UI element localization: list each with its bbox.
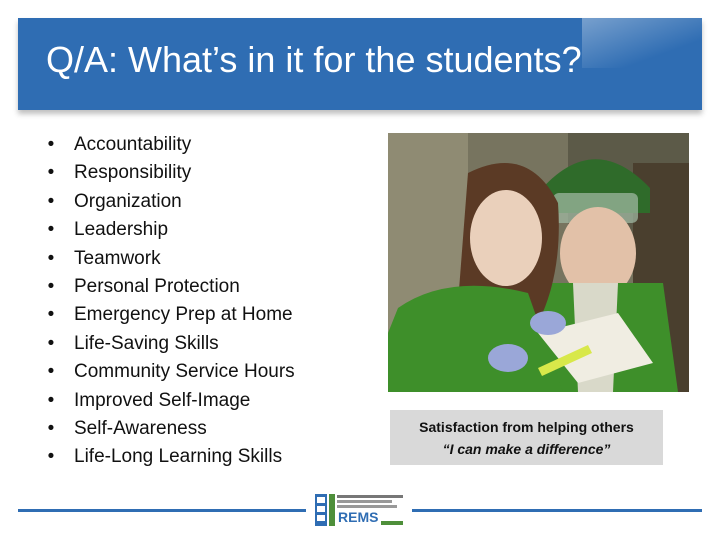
bullet-dot: •	[47, 389, 55, 411]
bullet-dot: •	[47, 304, 55, 326]
bullet-item	[40, 159, 295, 187]
title-bar-highlight	[582, 18, 702, 68]
bullet-text: Life-Saving Skills	[74, 332, 219, 354]
footer-line-right	[412, 509, 702, 512]
bullet-item	[40, 387, 295, 415]
bullet-item	[40, 358, 295, 386]
bullet-text: Self-Awareness	[74, 417, 207, 439]
bullet-text: Leadership	[74, 219, 169, 241]
bullet-item	[40, 415, 295, 443]
students-photo-illustration	[388, 133, 689, 392]
caption-line-1: Satisfaction from helping others	[419, 419, 634, 435]
caption-box	[390, 410, 663, 465]
bullet-item	[40, 131, 295, 159]
bullet-text: Community Service Hours	[74, 361, 295, 383]
bullet-item	[40, 330, 295, 358]
bullet-item	[40, 245, 295, 273]
bullet-text: Personal Protection	[74, 275, 240, 297]
caption-line-2: “I can make a difference”	[442, 441, 611, 457]
slide-title: Q/A: What’s in it for the students?	[46, 39, 582, 80]
bullet-dot: •	[47, 417, 55, 439]
bullet-list	[40, 131, 295, 472]
bullet-dot: •	[47, 332, 55, 354]
bullet-text: Improved Self-Image	[74, 389, 251, 411]
bullet-dot: •	[47, 219, 55, 241]
bullet-dot: •	[47, 446, 55, 468]
bullet-dot: •	[47, 162, 55, 184]
rems-logo-text: REMS	[338, 509, 379, 525]
footer-line-left	[18, 509, 306, 512]
bullet-text: Life-Long Learning Skills	[74, 446, 283, 468]
bullet-dot: •	[47, 190, 55, 212]
bullet-item	[40, 301, 295, 329]
bullet-text: Emergency Prep at Home	[74, 304, 293, 326]
bullet-text: Organization	[74, 190, 182, 212]
bullet-item	[40, 273, 295, 301]
students-photo	[388, 133, 689, 392]
title-bar	[18, 18, 702, 110]
rems-logo-icon	[315, 493, 405, 527]
bullet-text: Accountability	[74, 134, 192, 155]
bullet-dot: •	[47, 247, 55, 269]
bullet-dot: •	[47, 134, 55, 155]
bullet-item	[40, 443, 295, 471]
bullet-text: Teamwork	[74, 247, 161, 269]
bullet-dot: •	[47, 361, 55, 383]
bullet-text: Responsibility	[74, 162, 192, 184]
rems-logo	[315, 493, 405, 527]
bullet-item	[40, 216, 295, 244]
bullet-item	[40, 188, 295, 216]
bullet-dot: •	[47, 275, 55, 297]
